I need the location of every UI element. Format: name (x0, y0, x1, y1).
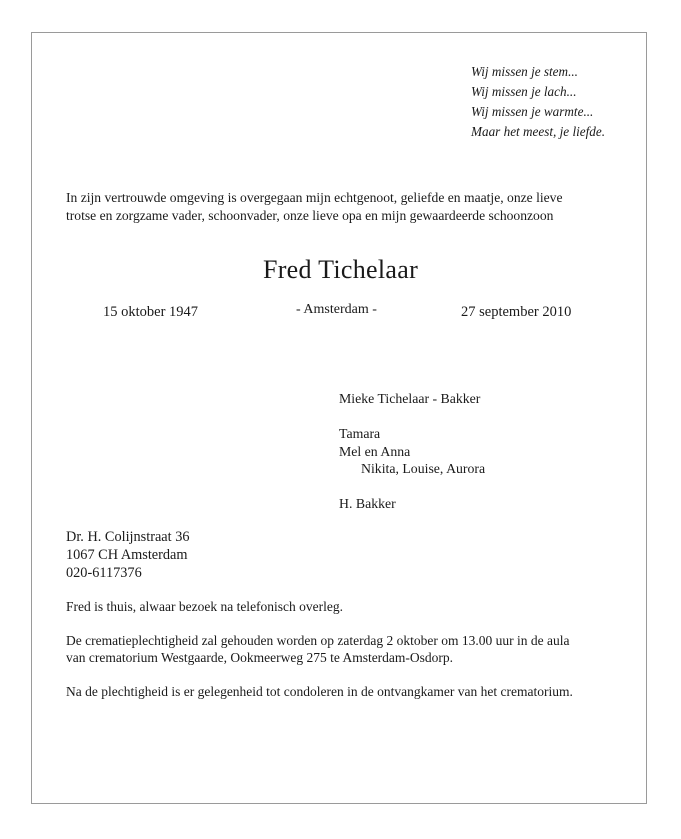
children-names: Mel en Anna (339, 443, 411, 459)
correspondence-address (66, 528, 190, 582)
poem-line: Maar het meest, je liefde. (471, 124, 606, 139)
ceremony-line: De crematieplechtigheid zal gehouden worden op zaterdag 2 oktober om 13.00 uur in de aula (66, 633, 570, 648)
in-law-name: H. Bakker (339, 496, 396, 511)
spacer (339, 478, 485, 496)
deceased-name: Fred Tichelaar (262, 255, 419, 284)
condolence-text: Na de plechtigheid is er gelegenheid tot condoleren in de ontvangkamer van het crematorium. (66, 684, 573, 699)
intro-text (66, 189, 626, 225)
address-street: Dr. H. Colijnstraat 36 (66, 529, 190, 545)
intro-line: In zijn vertrouwde omgeving is overgegaan mijn echtgenoot, geliefde en maatje, onze lieve (66, 190, 563, 205)
poem-line: Wij missen je warmte... (471, 104, 594, 119)
spacer (339, 408, 485, 426)
ceremony-line: van crematorium Westgaarde, Ookmeerweg 275 te Amsterdam-Osdorp. (66, 650, 454, 665)
visit-text: Fred is thuis, alwaar bezoek na telefonisch overleg. (66, 599, 344, 614)
visit-note (66, 598, 636, 615)
ceremony-note (66, 632, 636, 666)
birth-date: 15 oktober 1947 (103, 304, 199, 320)
notes (66, 598, 636, 717)
address-city: 1067 CH Amsterdam (66, 547, 188, 563)
grandchildren-names: Nikita, Louise, Aurora (361, 461, 486, 476)
address-phone: 020-6117376 (66, 565, 142, 581)
spouse-name: Mieke Tichelaar - Bakker (339, 391, 481, 406)
place-of-residence: - Amsterdam - (296, 302, 377, 317)
family-list (339, 390, 485, 513)
child-name: Tamara (339, 426, 381, 441)
death-date: 27 september 2010 (461, 304, 572, 320)
poem (471, 62, 605, 142)
poem-line: Wij missen je stem... (471, 64, 578, 79)
condolence-note (66, 683, 636, 700)
intro-line: trotse en zorgzame vader, schoonvader, onze lieve opa en mijn gewaardeerde schoonzoon (66, 208, 554, 223)
poem-line: Wij missen je lach... (471, 84, 577, 99)
